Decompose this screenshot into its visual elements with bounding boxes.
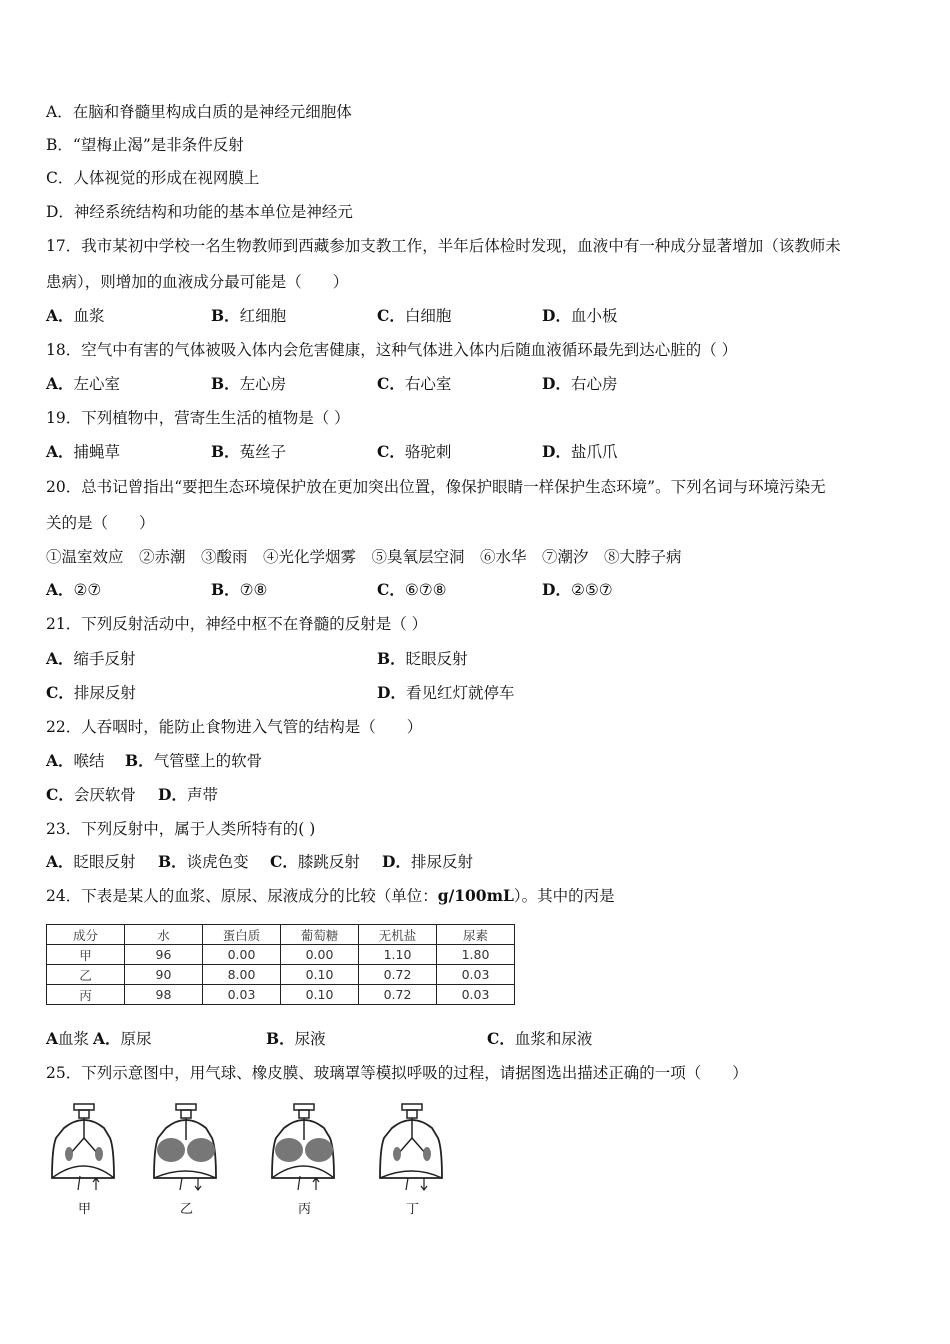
table-cell: 0.03 <box>437 985 515 1005</box>
q23-option-b[interactable] <box>158 852 249 872</box>
q22-option-c[interactable] <box>46 785 136 805</box>
q21-option-d[interactable] <box>377 683 514 703</box>
option-label: C． <box>46 683 74 702</box>
q24-option-c[interactable] <box>487 1029 592 1049</box>
option-label: D． <box>542 374 571 393</box>
q23-option-c[interactable] <box>270 852 360 872</box>
option-text: 缩手反射 <box>73 650 136 668</box>
q24-stem-a: 24．下表是某人的血浆、原尿、尿液成分的比较（单位： <box>46 887 438 905</box>
q20-option-c[interactable] <box>377 580 447 600</box>
bell-jar-yi-illustration <box>146 1098 226 1198</box>
option-label: A． <box>93 1029 121 1048</box>
option-label: C． <box>377 306 405 325</box>
q19-stem: 19．下列植物中，营寄生生活的植物是（ ） <box>46 409 350 427</box>
option-text: 左心室 <box>73 375 121 393</box>
q24-option-b[interactable] <box>266 1029 326 1049</box>
table-cell: 98 <box>125 985 203 1005</box>
option-text: 血浆和尿液 <box>514 1030 593 1048</box>
table-row <box>47 945 515 965</box>
option-text: 排尿反射 <box>410 853 473 871</box>
q18-option-a[interactable] <box>46 374 120 394</box>
q22-option-b[interactable] <box>125 751 262 771</box>
table-cell: 0.72 <box>359 985 437 1005</box>
q17-option-a[interactable] <box>46 306 105 326</box>
option-label: B． <box>377 649 406 668</box>
table-header: 蛋白质 <box>203 925 281 945</box>
table-cell: 1.10 <box>359 945 437 965</box>
q21-option-a[interactable] <box>46 649 136 669</box>
q19-option-a[interactable] <box>46 442 120 462</box>
option-label: A． <box>46 649 74 668</box>
table-header: 成分 <box>47 925 125 945</box>
q25-stem: 25．下列示意图中，用气球、橡皮膜、玻璃罩等模拟呼吸的过程，请据图选出描述正确的一项（ ） <box>46 1064 748 1082</box>
q19-option-b[interactable] <box>211 442 286 462</box>
option-label: D． <box>542 580 571 599</box>
q23-stem: 23．下列反射中，属于人类所特有的( ) <box>46 820 316 838</box>
q20-option-d[interactable] <box>542 580 613 600</box>
option-label: D． <box>542 442 571 461</box>
q18-option-d[interactable] <box>542 374 617 394</box>
option-label: D． <box>542 306 571 325</box>
q22-option-d[interactable] <box>158 785 218 805</box>
option-label: A． <box>46 442 74 461</box>
table-header: 尿素 <box>437 925 515 945</box>
option-label: B． <box>266 1029 295 1048</box>
q16-option-a: A．在脑和脊髓里构成白质的是神经元细胞体 <box>46 103 352 121</box>
table-cell: 甲 <box>47 945 125 965</box>
q18-option-c[interactable] <box>377 374 451 394</box>
option-text: 膝跳反射 <box>297 853 360 871</box>
q20-stem-line2: 关的是（ ） <box>46 514 155 532</box>
option-label: B． <box>211 580 240 599</box>
q24-option-a[interactable] <box>93 1029 152 1049</box>
option-text: 菟丝子 <box>239 443 287 461</box>
bell-jar-jia-illustration <box>44 1098 124 1198</box>
q18-option-b[interactable] <box>211 374 286 394</box>
table-header: 水 <box>125 925 203 945</box>
table-row <box>47 965 515 985</box>
option-label: D． <box>377 683 406 702</box>
q20-option-a[interactable] <box>46 580 101 600</box>
option-label: A． <box>46 580 74 599</box>
option-label: A． <box>46 374 74 393</box>
option-text: 血浆 <box>58 1030 90 1048</box>
q17-stem-line2: 患病），则增加的血液成分最可能是（ ） <box>46 273 349 291</box>
option-label: B． <box>211 374 240 393</box>
option-text: 眨眼反射 <box>405 650 468 668</box>
option-text: 盐爪爪 <box>570 443 618 461</box>
option-text: 右心房 <box>570 375 618 393</box>
table-cell: 0.10 <box>281 985 359 1005</box>
figure-jia <box>44 1098 124 1217</box>
option-text: 捕蝇草 <box>73 443 121 461</box>
q23-option-d[interactable] <box>382 852 473 872</box>
option-label: C． <box>46 785 74 804</box>
figure-yi <box>146 1098 226 1217</box>
option-text: ②⑤⑦ <box>570 581 613 599</box>
table-cell: 96 <box>125 945 203 965</box>
table-cell: 0.10 <box>281 965 359 985</box>
option-text: 声带 <box>186 786 218 804</box>
figure-ding <box>372 1098 452 1217</box>
q20-stem-line1: 20．总书记曾指出“要把生态环境保护放在更加突出位置，像保护眼睛一样保护生态环境”。下列名词与环境污染无 <box>46 478 826 496</box>
option-text: 喉结 <box>73 752 105 770</box>
q19-option-c[interactable] <box>377 442 451 462</box>
option-text: 气管壁上的软骨 <box>153 752 263 770</box>
option-text: 红细胞 <box>239 307 287 325</box>
option-label: A． <box>46 306 74 325</box>
option-text: ⑦⑧ <box>239 581 268 599</box>
table-cell: 0.03 <box>203 985 281 1005</box>
option-label: C． <box>377 442 405 461</box>
option-text: 血浆 <box>73 307 105 325</box>
q17-stem-line1: 17．我市某初中学校一名生物教师到西藏参加支教工作，半年后体检时发现，血液中有一种成分显著增加（该教师未 <box>46 237 841 255</box>
option-text: 看见红灯就停车 <box>405 684 515 702</box>
table-header: 葡萄糖 <box>281 925 359 945</box>
table-cell: 0.03 <box>437 965 515 985</box>
option-text: 尿液 <box>294 1030 326 1048</box>
option-text: 排尿反射 <box>73 684 136 702</box>
bell-jar-bing-illustration <box>264 1098 344 1198</box>
option-text: ⑥⑦⑧ <box>404 581 447 599</box>
q24-unit: g/100mL <box>437 886 514 905</box>
option-label: B． <box>211 306 240 325</box>
q24-option-a-plasma[interactable] <box>46 1029 89 1049</box>
option-label: A． <box>46 751 74 770</box>
q18-stem: 18．空气中有害的气体被吸入体内会危害健康，这种气体进入体内后随血液循环最先到达心脏的（ ） <box>46 341 738 359</box>
q17-option-c[interactable] <box>377 306 451 326</box>
option-label: B． <box>211 442 240 461</box>
table-cell: 90 <box>125 965 203 985</box>
q23-option-a[interactable] <box>46 852 136 872</box>
table-row <box>47 985 515 1005</box>
table-cell: 丙 <box>47 985 125 1005</box>
table-cell: 乙 <box>47 965 125 985</box>
option-text: 会厌软骨 <box>73 786 136 804</box>
option-text: 骆驼刺 <box>404 443 452 461</box>
bell-jar-ding-illustration <box>372 1098 452 1198</box>
option-label: D． <box>382 852 411 871</box>
figure-caption: 甲 <box>78 1202 92 1217</box>
q24-table <box>46 924 515 1005</box>
figure-bing <box>264 1098 344 1217</box>
option-label: C． <box>270 852 298 871</box>
option-label: C． <box>377 580 405 599</box>
figure-caption: 丁 <box>406 1202 420 1217</box>
q22-stem: 22．人吞咽时，能防止食物进入气管的结构是（ ） <box>46 718 423 736</box>
q19-option-d[interactable] <box>542 442 617 462</box>
q21-option-b[interactable] <box>377 649 468 669</box>
option-text: 左心房 <box>239 375 287 393</box>
q20-items: ①温室效应 ②赤潮 ③酸雨 ④光化学烟雾 ⑤臭氧层空洞 ⑥水华 ⑦潮汐 ⑧大脖子病 <box>46 548 682 566</box>
table-cell: 0.00 <box>203 945 281 965</box>
table-cell: 1.80 <box>437 945 515 965</box>
option-text: ②⑦ <box>73 581 102 599</box>
option-label: C． <box>487 1029 515 1048</box>
option-text: 血小板 <box>570 307 618 325</box>
option-text: 右心室 <box>404 375 452 393</box>
q17-option-d[interactable] <box>542 306 617 326</box>
option-label: B． <box>125 751 154 770</box>
q22-option-a[interactable] <box>46 751 105 771</box>
option-label: D． <box>158 785 187 804</box>
q24-stem-b: ）。其中的丙是 <box>513 887 615 905</box>
q16-option-d: D．神经系统结构和功能的基本单位是神经元 <box>46 203 353 221</box>
table-cell: 0.00 <box>281 945 359 965</box>
q21-stem: 21．下列反射活动中，神经中枢不在脊髓的反射是（ ） <box>46 615 428 633</box>
option-label: A <box>46 1029 59 1048</box>
figure-caption: 乙 <box>180 1202 194 1217</box>
table-header-row <box>47 925 515 945</box>
option-text: 谈虎色变 <box>186 853 249 871</box>
table-header: 无机盐 <box>359 925 437 945</box>
q16-option-c: C．人体视觉的形成在视网膜上 <box>46 169 260 187</box>
option-label: C． <box>377 374 405 393</box>
option-text: 原尿 <box>120 1030 152 1048</box>
table-cell: 0.72 <box>359 965 437 985</box>
option-text: 眨眼反射 <box>73 853 136 871</box>
table-cell: 8.00 <box>203 965 281 985</box>
q16-option-b: B．“望梅止渴”是非条件反射 <box>46 136 244 154</box>
option-text: 白细胞 <box>404 307 452 325</box>
option-label: B． <box>158 852 187 871</box>
figure-caption: 丙 <box>298 1202 312 1217</box>
q17-option-b[interactable] <box>211 306 286 326</box>
q20-option-b[interactable] <box>211 580 267 600</box>
option-label: A． <box>46 852 74 871</box>
q24-stem <box>46 886 615 906</box>
q21-option-c[interactable] <box>46 683 136 703</box>
